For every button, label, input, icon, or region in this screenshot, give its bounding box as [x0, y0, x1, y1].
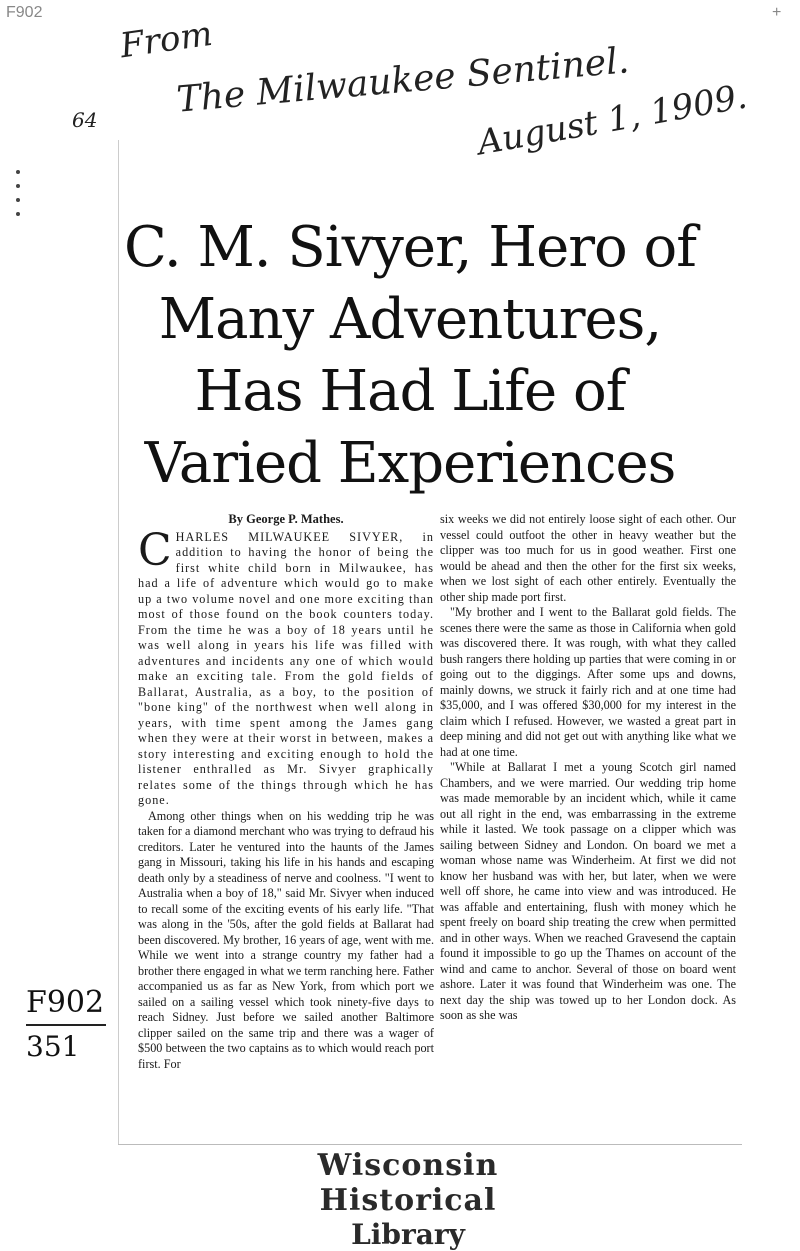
lead-text: HARLES MILWAUKEE SIVYER, in addition to having the honor of being the first white child born in Milwaukee, has had a life of adventure which would go to make up a two volume novel and one more exciting than most of those found on the book counters today. From the time he was a boy of 18 years until he was well along in years his life was filled with adventures and incidents any one of which would make an exciting tale. From the gold fields of Ballarat, Australia, as a boy, to the position of "bone king" of the northwest when well along in years, with time spent among the James gang when they were at their worst in between, makes a story interesting and exciting enough to hold the listener enthralled as Mr. Sivyer graphically relates some of the things through which he has gone.: [138, 529, 434, 807]
stamp-line-1: Wisconsin Historical: [317, 1148, 499, 1218]
page-mark: 64: [72, 108, 98, 132]
archive-code: F902: [26, 985, 105, 1020]
paragraph: "While at Ballarat I met a young Scotch girl named Chambers, and we were married. Our wedding trip home was made memorable by an incident which, while it came out all right in the end, was embarrassing in the extreme while it lasted. We took passage on a clipper which was sailing between Sidney and London. On board we met a woman whose name was Winderheim. At first we did not know her husband was with her, but later, when we were well off shore, he came into view and was introduced. He was affable and entertaining, flush with money which he spent freely on board ship treating the crew when permitted and in other ways. When we reached Gravesend the captain found it impossible to go up the Thames on account of the wind and came to anchor. Several of those on board went ashore. Later it was found that Winderheim was one. The next day the ship was towed up to her London dock. As soon as she was: [440, 760, 736, 1022]
paragraph: "My brother and I went to the Ballarat gold fields. The scenes there were the same as those in California when gold was discovered there. It was rough, with what they called bush rangers there holding up parties that were coming in or going out to the diggings. After some ups and downs, mainly downs, we struck it fairly rich and at one time had $35,000, and I was offered $30,000 for my interest in the claim which I refused. However, we wasted a great part in deep mining and did not get out with anything like what we had at one time.: [440, 605, 736, 759]
article-body: [138, 512, 738, 1144]
headline-line: Varied Experiences: [144, 431, 676, 496]
article-column-2: [440, 512, 736, 1144]
handwritten-from: From: [117, 13, 215, 67]
handwritten-source: The Milwaukee Sentinel.: [175, 40, 631, 121]
library-stamp: [268, 1148, 548, 1251]
clipping-bottom-edge: [118, 1144, 742, 1145]
stamp-line-2: Library: [351, 1218, 465, 1251]
lead-paragraph: [138, 524, 434, 809]
paragraph: six weeks we did not entirely loose sight of each other. Our vessel could outfoot the other in heavy weather but the clipper was too much for us in good weather. First one would be ahead and then the other for the first six weeks, when we lost sight of each other entirely. Eventually the other ship made port first.: [440, 512, 736, 604]
headline-line: Many Adventures,: [158, 287, 662, 352]
handwritten-date: August 1, 1909.: [474, 76, 751, 164]
headline: [110, 212, 710, 500]
archive-label: [26, 985, 106, 1063]
corner-mark: +: [772, 4, 782, 21]
headline-line: C. M. Sivyer, Hero of: [123, 215, 696, 280]
drop-cap: C: [138, 524, 172, 576]
punch-dots: [16, 170, 22, 226]
article-column-1: [138, 512, 434, 1144]
archive-number: 351: [26, 1024, 106, 1063]
byline: By George P. Mathes.: [228, 512, 344, 526]
paragraph: Among other things when on his wedding trip he was taken for a diamond merchant who was trying to defraud his creditors. Later he ventured into the haunts of the James gang in Missouri, taking his life in his hands and escaping death only by a steadiness of nerve and coolness. "I went to Australia when a boy of 18," said Mr. Sivyer when induced to recall some of the exciting events of his early life. "That was along in the '50s, after the gold fields at Ballarat had been discovered. My brother, 16 years of age, went with me. While we went into a strange country my father had a brother there engaged in what we term ranching here. Father accompanied us as far as New York, from which port we sailed on a sailing vessel which took ninety-five days to reach Sidney. Just before we sailed another Baltimore clipper sailed on the same trip and there was a wager of $500 between the two captains as to which would reach port first. For: [138, 808, 434, 1071]
corner-code: F902: [6, 4, 43, 21]
headline-line: Has Had Life of: [194, 359, 626, 424]
